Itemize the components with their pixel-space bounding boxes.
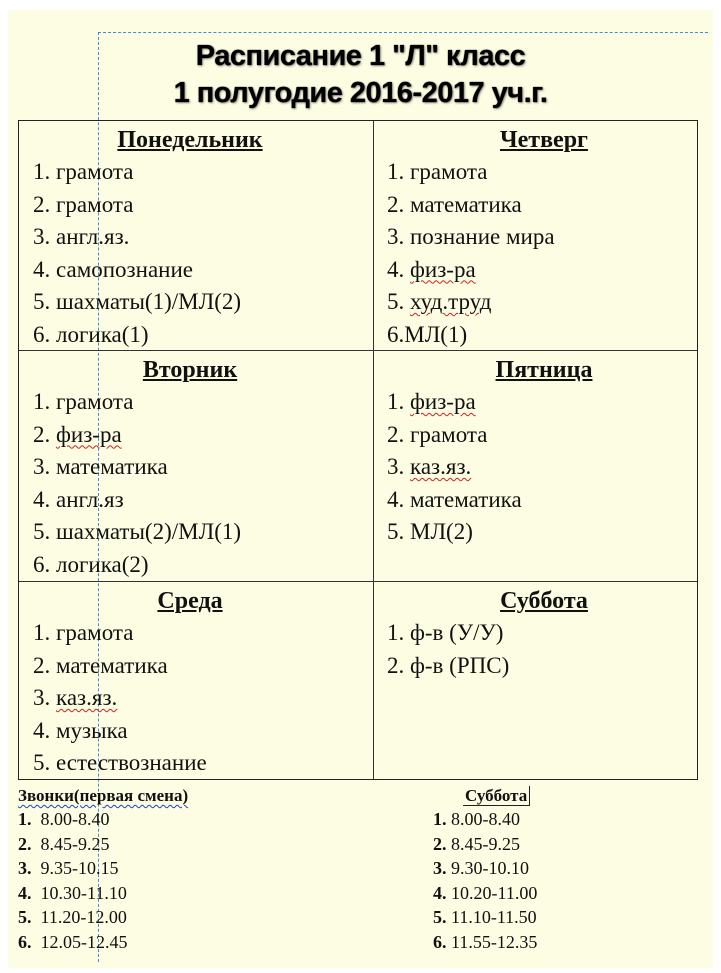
day-title-friday: Пятница [495,357,593,383]
bell-time: 11.55-12.35 [451,931,538,952]
bell-number: 1. [433,809,447,829]
bell-item [433,856,537,881]
lesson-item: 3. каз.яз. [33,685,118,710]
spellcheck-underlined-text: физ-ра [410,389,476,414]
spellcheck-underlined-text: физ-ра [410,256,476,282]
bell-number: 3. [433,858,447,879]
bell-title-weekday-text: Звонки(первая смена) [18,786,189,805]
bell-title-weekday [18,785,188,807]
bell-item [433,807,537,832]
lesson-item: 4. физ-ра [387,256,476,282]
day-cell-tuesday [21,351,359,581]
bell-time: 9.35-10.15 [40,858,119,879]
bell-item [433,832,537,857]
lesson-item: 4. музыка [33,717,128,743]
spellcheck-underlined-text: каз.яз. [56,685,118,710]
lesson-item: 1. грамота [33,159,134,184]
schedule-table [18,120,698,780]
bell-item [18,832,188,857]
bell-item [18,930,188,955]
lesson-item: 1. грамота [33,389,134,414]
lesson-item: 2. грамота [33,191,134,217]
lesson-item: 3. математика [33,454,168,479]
title-line-2: 1 полугодие 2016-2017 уч.г. [173,77,548,109]
bell-number: 5. [18,907,32,928]
lesson-item: 2. математика [33,652,168,678]
day-cell-saturday [375,582,713,682]
bell-number: 4. [433,882,447,903]
spellcheck-underlined-text: физ-ра [56,421,122,447]
lesson-item: 2. грамота [387,421,488,447]
lesson-item: 5. худ.труд [387,289,492,314]
day-title-tuesday: Вторник [142,357,238,383]
day-title-wednesday: Среда [157,588,223,614]
day-cell-friday [375,351,713,549]
page-title [0,38,721,112]
bell-item [18,905,188,930]
bell-number: 2. [18,833,32,854]
bell-item [18,856,188,881]
lesson-item: 4. математика [387,486,522,512]
lesson-item: 1. грамота [33,620,134,645]
bell-number: 2. [433,833,447,854]
bell-title-saturday-text: Суббота [463,786,530,806]
title-line-1: Расписание 1 "Л" класс [195,40,526,72]
bell-time: 8.45-9.25 [40,833,110,854]
lesson-item: 3. каз.яз. [387,454,472,479]
lesson-item: 5. естествознание [33,750,207,775]
bell-title-saturday [433,785,537,807]
bell-number: 3. [18,858,32,879]
day-cell-wednesday [21,582,359,780]
bell-number: 6. [18,931,32,952]
bell-number: 4. [18,882,32,903]
bell-number: 5. [433,907,447,928]
lesson-item: 6. логика(2) [33,551,149,577]
day-title-monday: Понедельник [117,127,263,153]
bell-time: 11.20-12.00 [40,907,127,928]
lesson-item: 6.МЛ(1) [387,321,468,347]
lesson-item: 2. ф-в (РПС) [387,652,510,678]
spellcheck-underlined-text: худ.труд [410,289,492,314]
lesson-item: 1. грамота [387,159,488,184]
bell-column-weekday [18,785,188,955]
bell-item [18,807,188,832]
bell-item [433,881,537,906]
day-title-thursday: Четверг [500,127,588,153]
lesson-item: 4. самопознание [33,256,193,282]
bell-time: 10.20-11.00 [451,882,538,903]
bell-item [18,881,188,906]
bell-number: 1. [18,809,32,829]
lesson-item: 3. англ.яз. [33,224,130,249]
bell-item [433,905,537,930]
bell-time: 8.00-8.40 [40,809,110,829]
bell-time: 9.30-10.10 [451,858,529,879]
bell-item [433,930,537,955]
column-divider [373,121,374,779]
bell-time: 11.10-11.50 [451,907,537,928]
lesson-item: 5. шахматы(2)/МЛ(1) [33,519,242,544]
day-cell-thursday [375,121,713,351]
lesson-item: 5. шахматы(1)/МЛ(2) [33,289,242,314]
lesson-item: 3. познание мира [387,224,555,249]
bell-time: 10.30-11.10 [40,882,127,903]
day-cell-monday [21,121,359,351]
lesson-item: 2. математика [387,191,522,217]
bell-number: 6. [433,931,447,952]
lesson-item: 1. физ-ра [387,389,476,414]
lesson-item: 6. логика(1) [33,321,149,347]
bell-time: 8.45-9.25 [451,833,520,854]
bell-time: 12.05-12.45 [40,931,128,952]
layout-guide-horizontal [98,32,708,33]
day-title-saturday: Суббота [500,588,588,614]
bell-time: 8.00-8.40 [451,809,520,829]
lesson-item: 4. англ.яз [33,486,124,512]
bell-column-saturday [433,785,537,955]
lesson-item: 5. МЛ(2) [387,519,473,544]
lesson-item: 1. ф-в (У/У) [387,620,504,645]
lesson-item: 2. физ-ра [33,421,122,447]
spellcheck-underlined-text: каз.яз. [410,454,472,479]
